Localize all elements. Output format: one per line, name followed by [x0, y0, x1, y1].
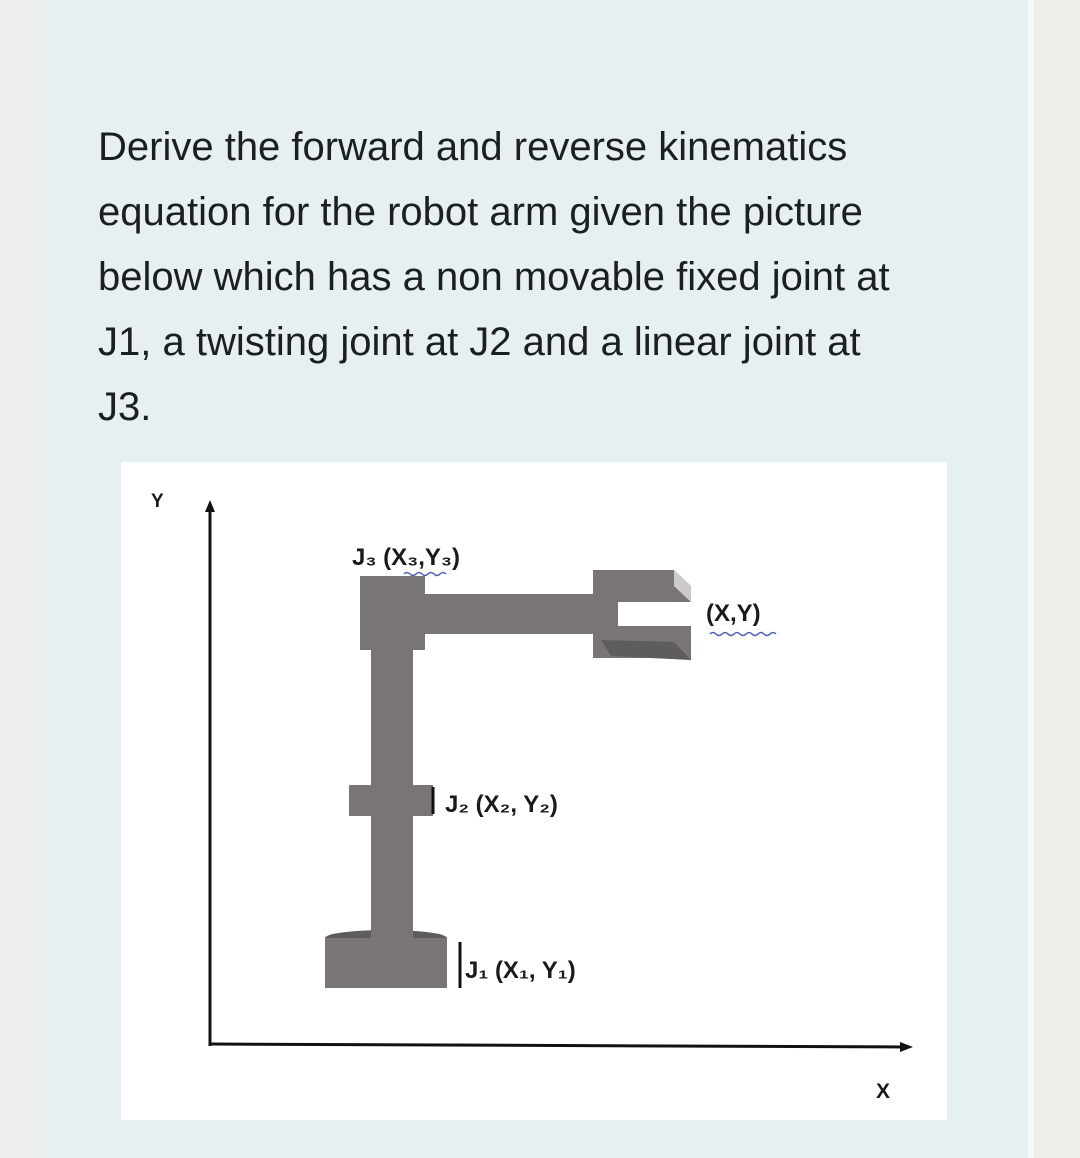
x-axis — [210, 1044, 905, 1047]
y-axis-arrow-icon — [205, 500, 215, 512]
question-text — [98, 115, 998, 440]
spellcheck-underline-j3 — [404, 573, 446, 576]
base-joint-j1 — [325, 938, 447, 988]
horizontal-arm — [425, 594, 593, 634]
label-j3: J₃ (X₃,Y₃) — [352, 544, 460, 571]
question-line: J1, a twisting joint at J2 and a linear joint at — [98, 320, 861, 364]
robot-arm-diagram — [121, 462, 947, 1120]
question-line: equation for the robot arm given the picture — [98, 190, 863, 234]
scroll-edge — [1028, 0, 1080, 1158]
label-end-effector: (X,Y) — [706, 600, 761, 627]
question-line: Derive the forward and reverse kinematics — [98, 125, 848, 169]
robot-arm-figure — [121, 462, 947, 1120]
label-j2: J₂ (X₂, Y₂) — [445, 791, 558, 818]
question-line: J3. — [98, 385, 152, 429]
gripper — [593, 570, 691, 660]
twist-joint-j2 — [349, 785, 433, 816]
x-axis-label: X — [876, 1080, 891, 1103]
y-axis-label: Y — [151, 491, 164, 512]
question-line: below which has a non movable fixed joint at — [98, 255, 890, 299]
robot-arm — [325, 570, 691, 988]
x-axis-arrow-icon — [900, 1042, 913, 1052]
label-j1: J₁ (X₁, Y₁) — [465, 957, 576, 984]
linear-joint-j3 — [360, 576, 425, 650]
spellcheck-underline-end-effector — [710, 633, 776, 636]
